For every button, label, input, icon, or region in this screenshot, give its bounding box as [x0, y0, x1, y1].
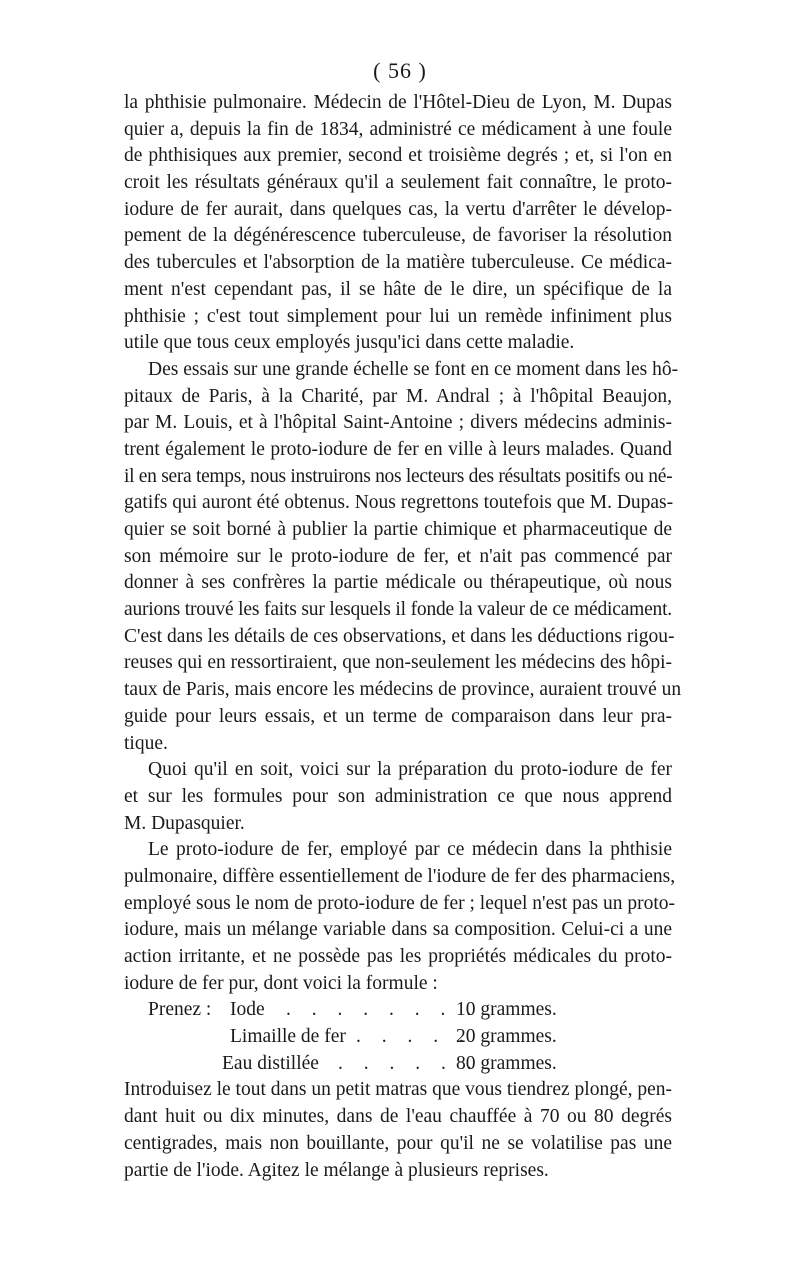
text-line: ment n'est cependant pas, il se hâte de le dire, un spécifique de la — [124, 278, 672, 300]
recipe-lead: Prenez : — [148, 999, 212, 1021]
text-line: tique. — [124, 732, 168, 754]
text-line: Quoi qu'il en soit, voici sur la préparation du proto-iodure de fer — [148, 759, 672, 781]
text-line: partie de l'iode. Agitez le mélange à plusieurs reprises. — [124, 1159, 549, 1181]
page-number: ( 56 ) — [373, 58, 427, 83]
text-line: des tubercules et l'absorption de la matière tuberculeuse. Ce médica- — [124, 252, 672, 274]
paragraph-5 — [124, 1077, 672, 1184]
text-line: iodure de fer aurait, dans quelques cas, la vertu d'arrêter le dévelop- — [124, 198, 672, 220]
leader-dots: . . . . . — [356, 1026, 472, 1048]
text-line: quier se soit borné à publier la partie chimique et pharmaceutique de — [124, 519, 672, 540]
text-line: gatifs qui auront été obtenus. Nous regrettons toutefois que M. Dupas- — [124, 492, 674, 514]
text-line: reuses qui en ressortiraient, que non-seulement les médecins des hôpi- — [124, 652, 673, 674]
text-line: pement de la dégénérescence tuberculeuse, de favoriser la résolution — [124, 225, 672, 247]
paragraph-2 — [124, 357, 682, 757]
text-line: donner à ses confrères la partie médicale ou thérapeutique, où nous — [124, 572, 672, 594]
ingredient-name: Eau distillée — [222, 1052, 319, 1074]
body-text — [124, 90, 682, 1184]
text-line: Le proto-iodure de fer, employé par ce médecin dans la phthisie — [148, 839, 672, 861]
text-line: iodure, mais un mélange variable dans sa composition. Celui-ci a une — [124, 919, 672, 941]
ingredient-quantity: 80 grammes. — [456, 1052, 557, 1074]
text-line: iodure de fer pur, dont voici la formule : — [124, 972, 438, 994]
text-line: de phthisiques aux premier, second et troisième degrés ; et, si l'on en — [124, 145, 672, 167]
text-line: Des essais sur une grande échelle se font en ce moment dans les hô- — [148, 358, 679, 380]
text-line: taux de Paris, mais encore les médecins de province, auraient trouvé un — [124, 679, 682, 701]
recipe-line — [124, 1051, 672, 1078]
text-line: M. Dupasquier. — [124, 812, 245, 834]
text-line: son mémoire sur le proto-iodure de fer, et n'ait pas commencé par — [124, 545, 672, 567]
text-line: la phthisie pulmonaire. Médecin de l'Hôtel-Dieu de Lyon, M. Dupas — [124, 92, 672, 113]
text-line: Introduisez le tout dans un petit matras que vous tiendrez plongé, pen- — [124, 1079, 673, 1101]
text-line: employé sous le nom de proto-iodure de fer ; lequel n'est pas un proto- — [124, 892, 675, 914]
paragraph-3 — [124, 757, 672, 837]
leader-dots: . . . . . . . . — [286, 999, 480, 1021]
text-line: pulmonaire, diffère essentiellement de l'iodure de fer des pharmaciens, — [124, 865, 676, 887]
paragraph-1 — [124, 90, 672, 357]
text-line: guide pour leurs essais, et un terme de comparaison dans leur pra- — [124, 705, 672, 727]
text-line: il en sera temps, nous instruirons nos lecteurs des résultats positifs ou né- — [124, 465, 673, 487]
ingredient-quantity: 10 grammes. — [456, 999, 557, 1021]
text-line: quier a, depuis la fin de 1834, administré ce médicament à une foule — [124, 118, 672, 140]
paragraph-4 — [124, 837, 676, 997]
text-line: trent également le proto-iodure de fer en ville à leurs malades. Quand — [124, 438, 672, 460]
text-line: utile que tous ceux employés jusqu'ici dans cette maladie. — [124, 332, 575, 354]
leader-dots: . . . . . . — [338, 1052, 480, 1074]
recipe-formula — [124, 997, 672, 1077]
ingredient-name: Limaille de fer — [230, 1026, 346, 1048]
text-line: pitaux de Paris, à la Charité, par M. Andral ; à l'hôpital Beaujon, — [124, 385, 672, 407]
text-line: et sur les formules pour son administration ce que nous apprend — [124, 785, 672, 807]
recipe-line — [124, 1024, 672, 1051]
recipe-line — [124, 997, 672, 1024]
text-line: centigrades, mais non bouillante, pour qu'il ne se volatilise pas une — [124, 1132, 672, 1154]
text-line: action irritante, et ne possède pas les propriétés médicales du proto- — [124, 946, 672, 967]
text-line: aurions trouvé les faits sur lesquels il fonde la valeur de ce médicament. — [124, 599, 672, 621]
text-line: par M. Louis, et à l'hôpital Saint-Antoine ; divers médecins adminis- — [124, 412, 672, 434]
text-line: croit les résultats généraux qu'il a seulement fait connaître, le proto- — [124, 172, 672, 194]
text-line: C'est dans les détails de ces observations, et dans les déductions rigou- — [124, 625, 675, 647]
text-line: dant huit ou dix minutes, dans de l'eau chauffée à 70 ou 80 degrés — [124, 1106, 672, 1128]
ingredient-name: Iode — [230, 999, 265, 1021]
text-line: phthisie ; c'est tout simplement pour lui un remède infiniment plus — [124, 305, 672, 327]
ingredient-quantity: 20 grammes. — [456, 1026, 557, 1048]
